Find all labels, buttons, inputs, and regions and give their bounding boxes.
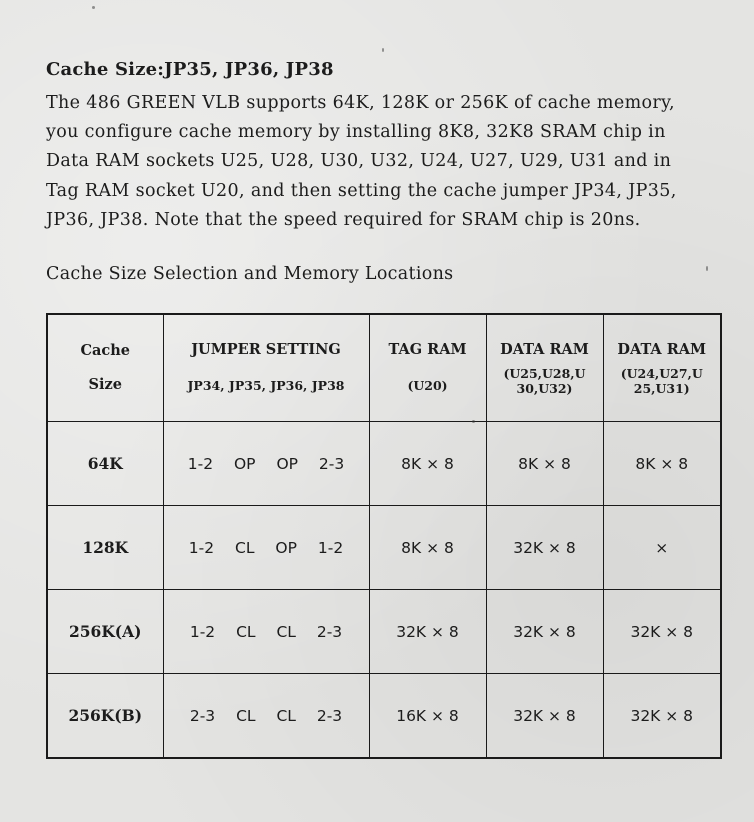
data-ram-2-cell: 32K × 8 xyxy=(603,674,721,759)
data-ram-2-cell: 8K × 8 xyxy=(603,422,721,506)
scan-speck xyxy=(92,6,95,9)
table-row xyxy=(47,422,721,506)
tag-ram-cell: 16K × 8 xyxy=(369,674,486,759)
header-line: (U24,U27,U 25,U31) xyxy=(620,366,703,396)
cache-size-cell: 64K xyxy=(47,422,163,506)
header-line: Size xyxy=(88,376,122,393)
cache-size-cell: 128K xyxy=(47,506,163,590)
scan-speck xyxy=(382,48,384,52)
tag-ram-cell: 32K × 8 xyxy=(369,590,486,674)
table-row xyxy=(47,506,721,590)
section-heading: Cache Size:JP35, JP36, JP38 xyxy=(46,59,334,80)
data-ram-1-cell: 32K × 8 xyxy=(486,590,603,674)
header-line: JUMPER SETTING xyxy=(191,341,341,358)
table-caption: Cache Size Selection and Memory Locations xyxy=(46,264,454,284)
jumper-setting-cell: 1-2 OP OP 2-3 xyxy=(163,422,369,506)
data-ram-1-cell: 8K × 8 xyxy=(486,422,603,506)
paragraph-line: you configure cache memory by installing 8K8, 32K8 SRAM chip in xyxy=(46,122,666,143)
header-line: (U20) xyxy=(407,378,448,393)
header-line: JP34, JP35, JP36, JP38 xyxy=(187,378,345,393)
header-line: (U25,U28,U 30,U32) xyxy=(503,366,586,396)
table-header-row xyxy=(47,314,721,422)
header-line: TAG RAM xyxy=(388,341,467,358)
data-ram-2-cell: 32K × 8 xyxy=(603,590,721,674)
paragraph-line: Tag RAM socket U20, and then setting the cache jumper JP34, JP35, xyxy=(46,180,677,201)
header-jumper-setting xyxy=(163,314,369,422)
header-line: Cache xyxy=(80,342,131,359)
table-row xyxy=(47,590,721,674)
paragraph-line: The 486 GREEN VLB supports 64K, 128K or 256K of cache memory, xyxy=(46,93,675,113)
data-ram-1-cell: 32K × 8 xyxy=(486,506,603,590)
tag-ram-cell: 8K × 8 xyxy=(369,506,486,590)
data-ram-2-cell: × xyxy=(603,506,721,590)
paragraph-line: Data RAM sockets U25, U28, U30, U32, U24, U27, U29, U31 and in xyxy=(46,151,672,172)
header-tag-ram xyxy=(369,314,486,422)
body-paragraph xyxy=(46,89,736,235)
data-ram-1-cell: 32K × 8 xyxy=(486,674,603,759)
scan-speck xyxy=(706,266,708,271)
header-cache-size xyxy=(47,314,163,422)
header-data-ram-2 xyxy=(603,314,721,422)
table-row xyxy=(47,674,721,759)
header-data-ram-1 xyxy=(486,314,603,422)
tag-ram-cell: 8K × 8 xyxy=(369,422,486,506)
scan-speck xyxy=(472,420,475,423)
cache-size-cell: 256K(B) xyxy=(47,674,163,759)
cache-size-table xyxy=(46,313,722,759)
jumper-setting-cell: 2-3 CL CL 2-3 xyxy=(163,674,369,759)
paragraph-line: JP36, JP38. Note that the speed required for SRAM chip is 20ns. xyxy=(46,209,641,230)
jumper-setting-cell: 1-2 CL CL 2-3 xyxy=(163,590,369,674)
cache-size-cell: 256K(A) xyxy=(47,590,163,674)
jumper-setting-cell: 1-2 CL OP 1-2 xyxy=(163,506,369,590)
header-line: DATA RAM xyxy=(617,341,707,358)
header-line: DATA RAM xyxy=(500,341,589,358)
